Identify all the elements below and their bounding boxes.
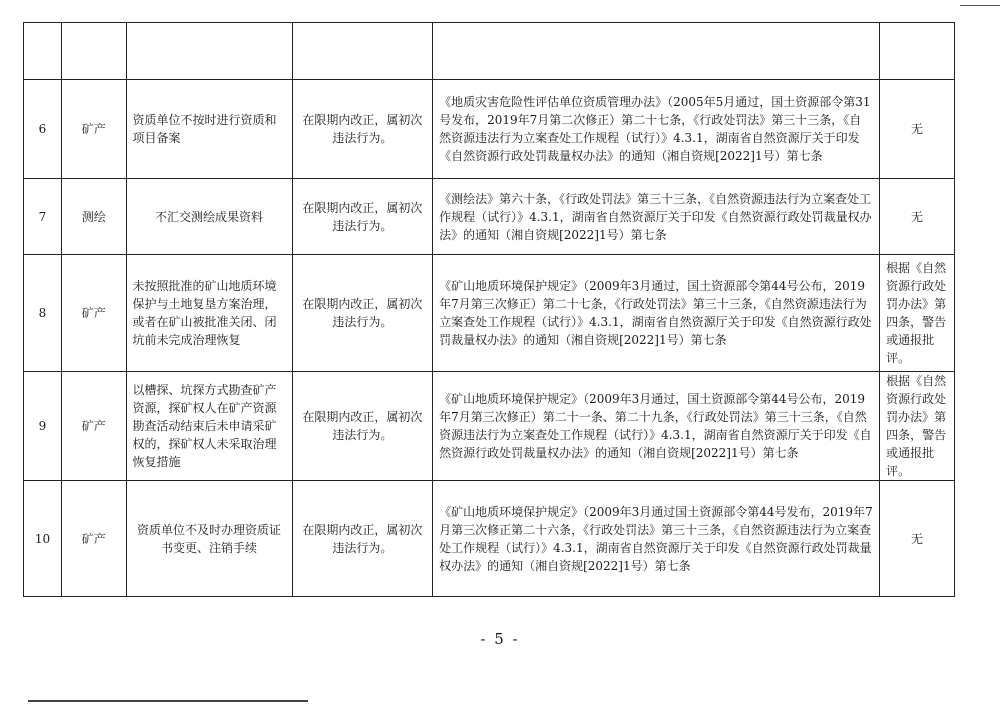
row-note: 根据《自然资源行政处罚办法》第四条，警告或通报批评。 [880,255,955,372]
row-basis: 《矿山地质环境保护规定》（2009年3月通过，国土资源部令第44号公布，2019年7月第三次修正）第二十七条，《行政处罚法》第三十三条，《自然资源违法行为立案查处工作规程（试行）》4.3.1，湖南省自然资源厅关于印发《自然资源行政处罚裁量权办法》的通知（湘自资规[2022]1号）第七条 [433,255,880,372]
row-number: 8 [24,255,62,372]
row-conduct: 以槽探、坑探方式勘查矿产资源，探矿权人在矿产资源勘查活动结束后未申请采矿权的，探矿权人未采取治理恢复措施 [126,372,292,481]
row-note: 根据《自然资源行政处罚办法》第四条，警告或通报批评。 [880,372,955,481]
cell-empty [24,23,62,80]
row-category: 测绘 [61,179,126,255]
row-category: 矿产 [61,80,126,179]
row-circumstance: 在限期内改正，属初次违法行为。 [292,372,432,481]
page-number: - 5 - [480,630,520,648]
row-number: 6 [24,80,62,179]
row-number: 7 [24,179,62,255]
row-category: 矿产 [61,481,126,597]
row-circumstance: 在限期内改正，属初次违法行为。 [292,179,432,255]
row-note: 无 [880,80,955,179]
row-conduct: 资质单位不按时进行资质和项目备案 [126,80,292,179]
table-row-continued [24,23,955,80]
table-row [24,80,955,179]
cell-empty [292,23,432,80]
row-category: 矿产 [61,255,126,372]
row-basis: 《矿山地质环境保护规定》（2009年3月通过，国土资源部令第44号公布，2019年7月第三次修正）第二十一条、第二十九条，《行政处罚法》第三十三条，《自然资源违法行为立案查处工作规程（试行）》4.3.1，湖南省自然资源厅关于印发《自然资源行政处罚裁量权办法》的通知（湘自资规[2022]1号）第七条 [433,372,880,481]
penalty-exemption-table [23,22,955,597]
row-conduct: 不汇交测绘成果资料 [126,179,292,255]
row-basis: 《矿山地质环境保护规定》（2009年3月通过国土资源部令第44号发布，2019年7月第三次修正第二十六条，《行政处罚法》第三十三条，《自然资源违法行为立案查处工作规程（试行）》4.3.1，湖南省自然资源厅关于印发《自然资源行政处罚裁量权办法》的通知（湘自资规[2022]1号）第七条 [433,481,880,597]
table-row [24,179,955,255]
row-note: 无 [880,481,955,597]
bottom-rule [28,700,308,702]
cell-empty [126,23,292,80]
row-note: 无 [880,179,955,255]
row-circumstance: 在限期内改正，属初次违法行为。 [292,255,432,372]
table-row [24,255,955,372]
row-circumstance: 在限期内改正，属初次违法行为。 [292,80,432,179]
table-row [24,481,955,597]
cell-empty [433,23,880,80]
row-number: 10 [24,481,62,597]
row-category: 矿产 [61,372,126,481]
row-basis: 《测绘法》第六十条，《行政处罚法》第三十三条，《自然资源违法行为立案查处工作规程（试行）》4.3.1，湖南省自然资源厅关于印发《自然资源行政处罚裁量权办法》的通知（湘自资规[2022]1号）第七条 [433,179,880,255]
row-number: 9 [24,372,62,481]
row-conduct: 未按照批准的矿山地质环境保护与土地复垦方案治理，或者在矿山被批准关闭、闭坑前未完成治理恢复 [126,255,292,372]
row-circumstance: 在限期内改正，属初次违法行为。 [292,481,432,597]
row-conduct: 资质单位不及时办理资质证书变更、注销手续 [126,481,292,597]
top-rule [960,5,1000,6]
table-row [24,372,955,481]
row-basis: 《地质灾害危险性评估单位资质管理办法》（2005年5月通过，国土资源部令第31号发布，2019年7月第二次修正）第二十七条，《行政处罚法》第三十三条，《自然资源违法行为立案查处工作规程（试行）》4.3.1，湖南省自然资源厅关于印发《自然资源行政处罚裁量权办法》的通知（湘自资规[2022]1号）第七条 [433,80,880,179]
cell-empty [880,23,955,80]
cell-empty [61,23,126,80]
